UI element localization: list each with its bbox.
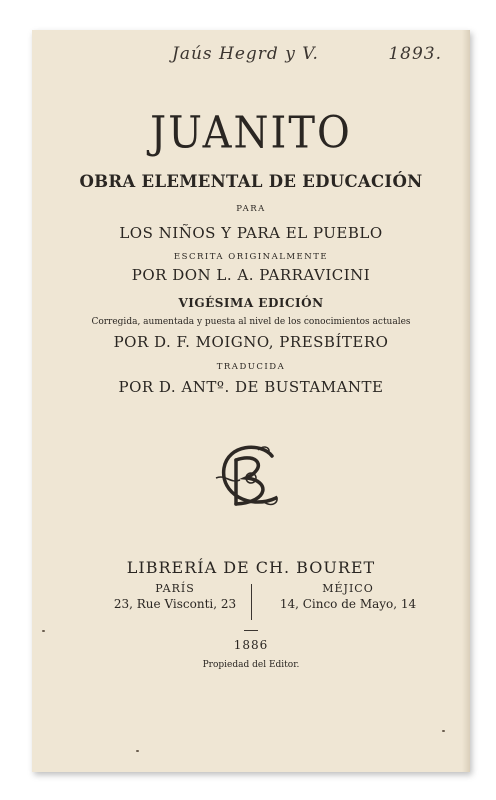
translated-line: TRADUCIDA <box>216 362 286 372</box>
location-paris <box>100 582 250 611</box>
inscription-name: Jaús Hegrd y V. <box>172 44 319 64</box>
handwritten-inscription <box>172 44 452 64</box>
paper-speck <box>42 630 45 632</box>
edition-line: VIGÉSIMA EDICIÓN <box>178 296 324 310</box>
paper-speck <box>442 730 445 732</box>
location-mexico <box>258 582 438 611</box>
corrected-line: Corregida, aumentada y puesta al nivel de los conocimientos actuales <box>91 317 411 327</box>
audience-line: LOS NIÑOS Y PARA EL PUEBLO <box>119 224 383 242</box>
rights-line: Propiedad del Editor. <box>202 660 300 670</box>
city-name: MÉJICO <box>322 582 374 595</box>
editor-line: POR D. F. MOIGNO, PRESBÍTERO <box>113 333 389 351</box>
city-name: PARÍS <box>155 582 195 595</box>
book-title-page <box>32 30 470 772</box>
book-subtitle: OBRA ELEMENTAL DE EDUCACIÓN <box>79 172 423 191</box>
translator-line: POR D. ANTº. DE BUSTAMANTE <box>118 378 384 396</box>
escrita-line: ESCRITA ORIGINALMENTE <box>173 252 329 262</box>
book-title: JUANITO <box>150 107 352 159</box>
paper-speck <box>136 750 139 752</box>
publisher-line: LIBRERÍA DE CH. BOURET <box>126 558 376 577</box>
para-word: PARA <box>236 204 266 214</box>
author-line: POR DON L. A. PARRAVICINI <box>131 266 371 284</box>
location-divider <box>251 584 252 620</box>
city-address: 14, Cinco de Mayo, 14 <box>279 597 417 611</box>
separator-dash <box>244 630 258 631</box>
publisher-locations <box>32 582 470 630</box>
monogram-ornament <box>206 438 296 518</box>
inscription-year: 1893. <box>388 44 442 64</box>
city-address: 23, Rue Visconti, 23 <box>113 597 237 611</box>
publication-year: 1886 <box>233 638 269 652</box>
